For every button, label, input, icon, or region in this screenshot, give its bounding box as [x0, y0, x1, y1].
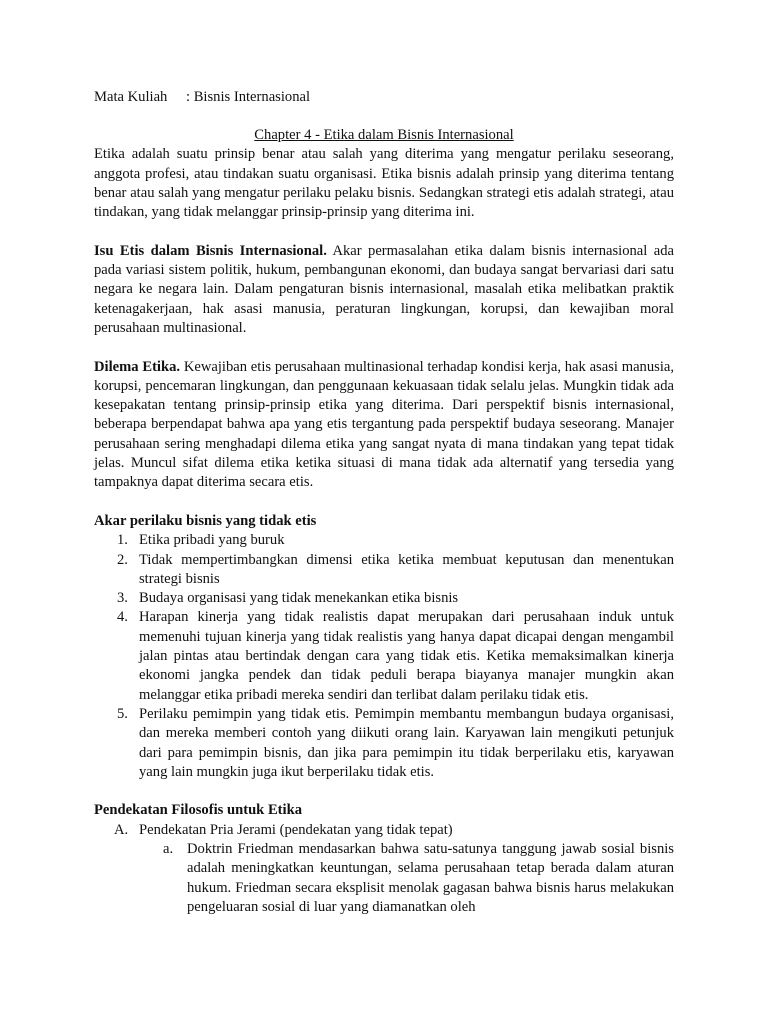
course-name: : Bisnis Internasional	[186, 89, 311, 105]
chapter-title: Chapter 4 - Etika dalam Bisnis Internasional	[254, 127, 514, 143]
course-label: Mata Kuliah	[94, 89, 168, 105]
dilema-etika-heading: Dilema Etika.	[94, 358, 181, 375]
list-item: 5. Perilaku pemimpin yang tidak etis. Pemimpin membantu membangun budaya organisasi, dan mereka memberi contoh yang diikuti orang lain. Karyawan lain mengikuti petunjuk dari para pemimpin bisnis, dan jika para pemimpin itu tidak berperilaku etis, karyawan yang lain mungkin juga ikut berperilaku tidak etis.	[117, 705, 674, 780]
list-item: 4. Harapan kinerja yang tidak realistis dapat merupakan dari perusahaan induk untuk memenuhi tujuan kinerja yang tidak realistis yang hanya dapat dicapai dengan mengambil jalan pintas atau bertindak dengan cara yang tidak etis. Ketika memaksimalkan kinerja ekonomi jangka pendek dan tidak peduli berapa biayanya manajer mungkin akan melanggar etika pribadi mereka sendiri dan terlibat dalam perilaku tidak etis.	[117, 609, 674, 703]
akar-list	[94, 531, 674, 782]
list-item: 2. Tidak mempertimbangkan dimensi etika ketika membuat keputusan dan menentukan strategi bisnis	[117, 551, 674, 587]
akar-heading: Akar perilaku bisnis yang tidak etis	[94, 512, 317, 529]
dilema-etika-text: Kewajiban etis perusahaan multinasional terhadap kondisi kerja, hak asasi manusia, korupsi, pencemaran lingkungan, dan penggunaan kekuasaan tidak selalu jelas. Mungkin tidak ada kesepakatan tentang prinsip-prinsip etika yang diterima. Dari perspektif bisnis internasional, beberapa berpendapat bahwa apa yang etis tergantung pada perspektif budaya seseorang. Manajer perusahaan sering menghadapi dilema etika yang sangat nyata di mana tindakan yang tepat tidak jelas. Muncul sifat dilema etika ketika situasi di mana tidak ada alternatif yang tersedia yang tampaknya dapat diterima secara etis.	[94, 358, 674, 491]
list-item: A. Pendekatan Pria Jerami (pendekatan yang tidak tepat) a. Doktrin Friedman mendasarkan bahwa satu-satunya tanggung jawab sosial bisnis adalah meningkatkan keuntungan, selama perusahaan tetap berada dalam aturan hukum. Friedman secara eksplisit menolak gagasan bahwa bisnis harus melakukan pengeluaran sosial di luar yang diamanatkan oleh	[139, 821, 674, 917]
isu-etis-text: Akar permasalahan etika dalam bisnis internasional ada pada variasi sistem politik, hukum, pembangunan ekonomi, dan budaya sangat bervariasi dari satu negara ke negara lain. Dalam pengaturan bisnis internasional, masalah etika melibatkan praktik ketenagakerjaan, hak asasi manusia, peraturan lingkungan, korupsi, dan kewajiban moral perusahaan multinasional.	[94, 242, 674, 336]
pendekatan-heading: Pendekatan Filosofis untuk Etika	[94, 802, 303, 819]
list-item: 3. Budaya organisasi yang tidak menekankan etika bisnis	[117, 590, 459, 607]
dilema-etika-paragraph	[94, 358, 674, 493]
isu-etis-heading: Isu Etis dalam Bisnis Internasional.	[94, 242, 327, 259]
list-item: a. Doktrin Friedman mendasarkan bahwa satu-satunya tanggung jawab sosial bisnis adalah meningkatkan keuntungan, selama perusahaan tetap berada dalam aturan hukum. Friedman secara eksplisit menolak gagasan bahwa bisnis harus melakukan pengeluaran sosial di luar yang diamanatkan oleh	[163, 840, 674, 915]
course-header	[94, 88, 674, 108]
intro-paragraph: Etika adalah suatu prinsip benar atau salah yang diterima yang mengatur perilaku seseorang, anggota profesi, atau tindakan suatu organisasi. Etika bisnis adalah prinsip yang diterima tentang benar atau salah yang mengatur perilaku pelaku bisnis. Sedangkan strategi etis adalah strategi, atau tindakan, yang tidak melanggar prinsip-prinsip yang diterima ini.	[94, 146, 674, 221]
sub-list	[139, 840, 674, 917]
isu-etis-paragraph	[94, 242, 674, 338]
list-item: 1. Etika pribadi yang buruk	[117, 532, 285, 549]
pendekatan-list	[94, 821, 674, 917]
